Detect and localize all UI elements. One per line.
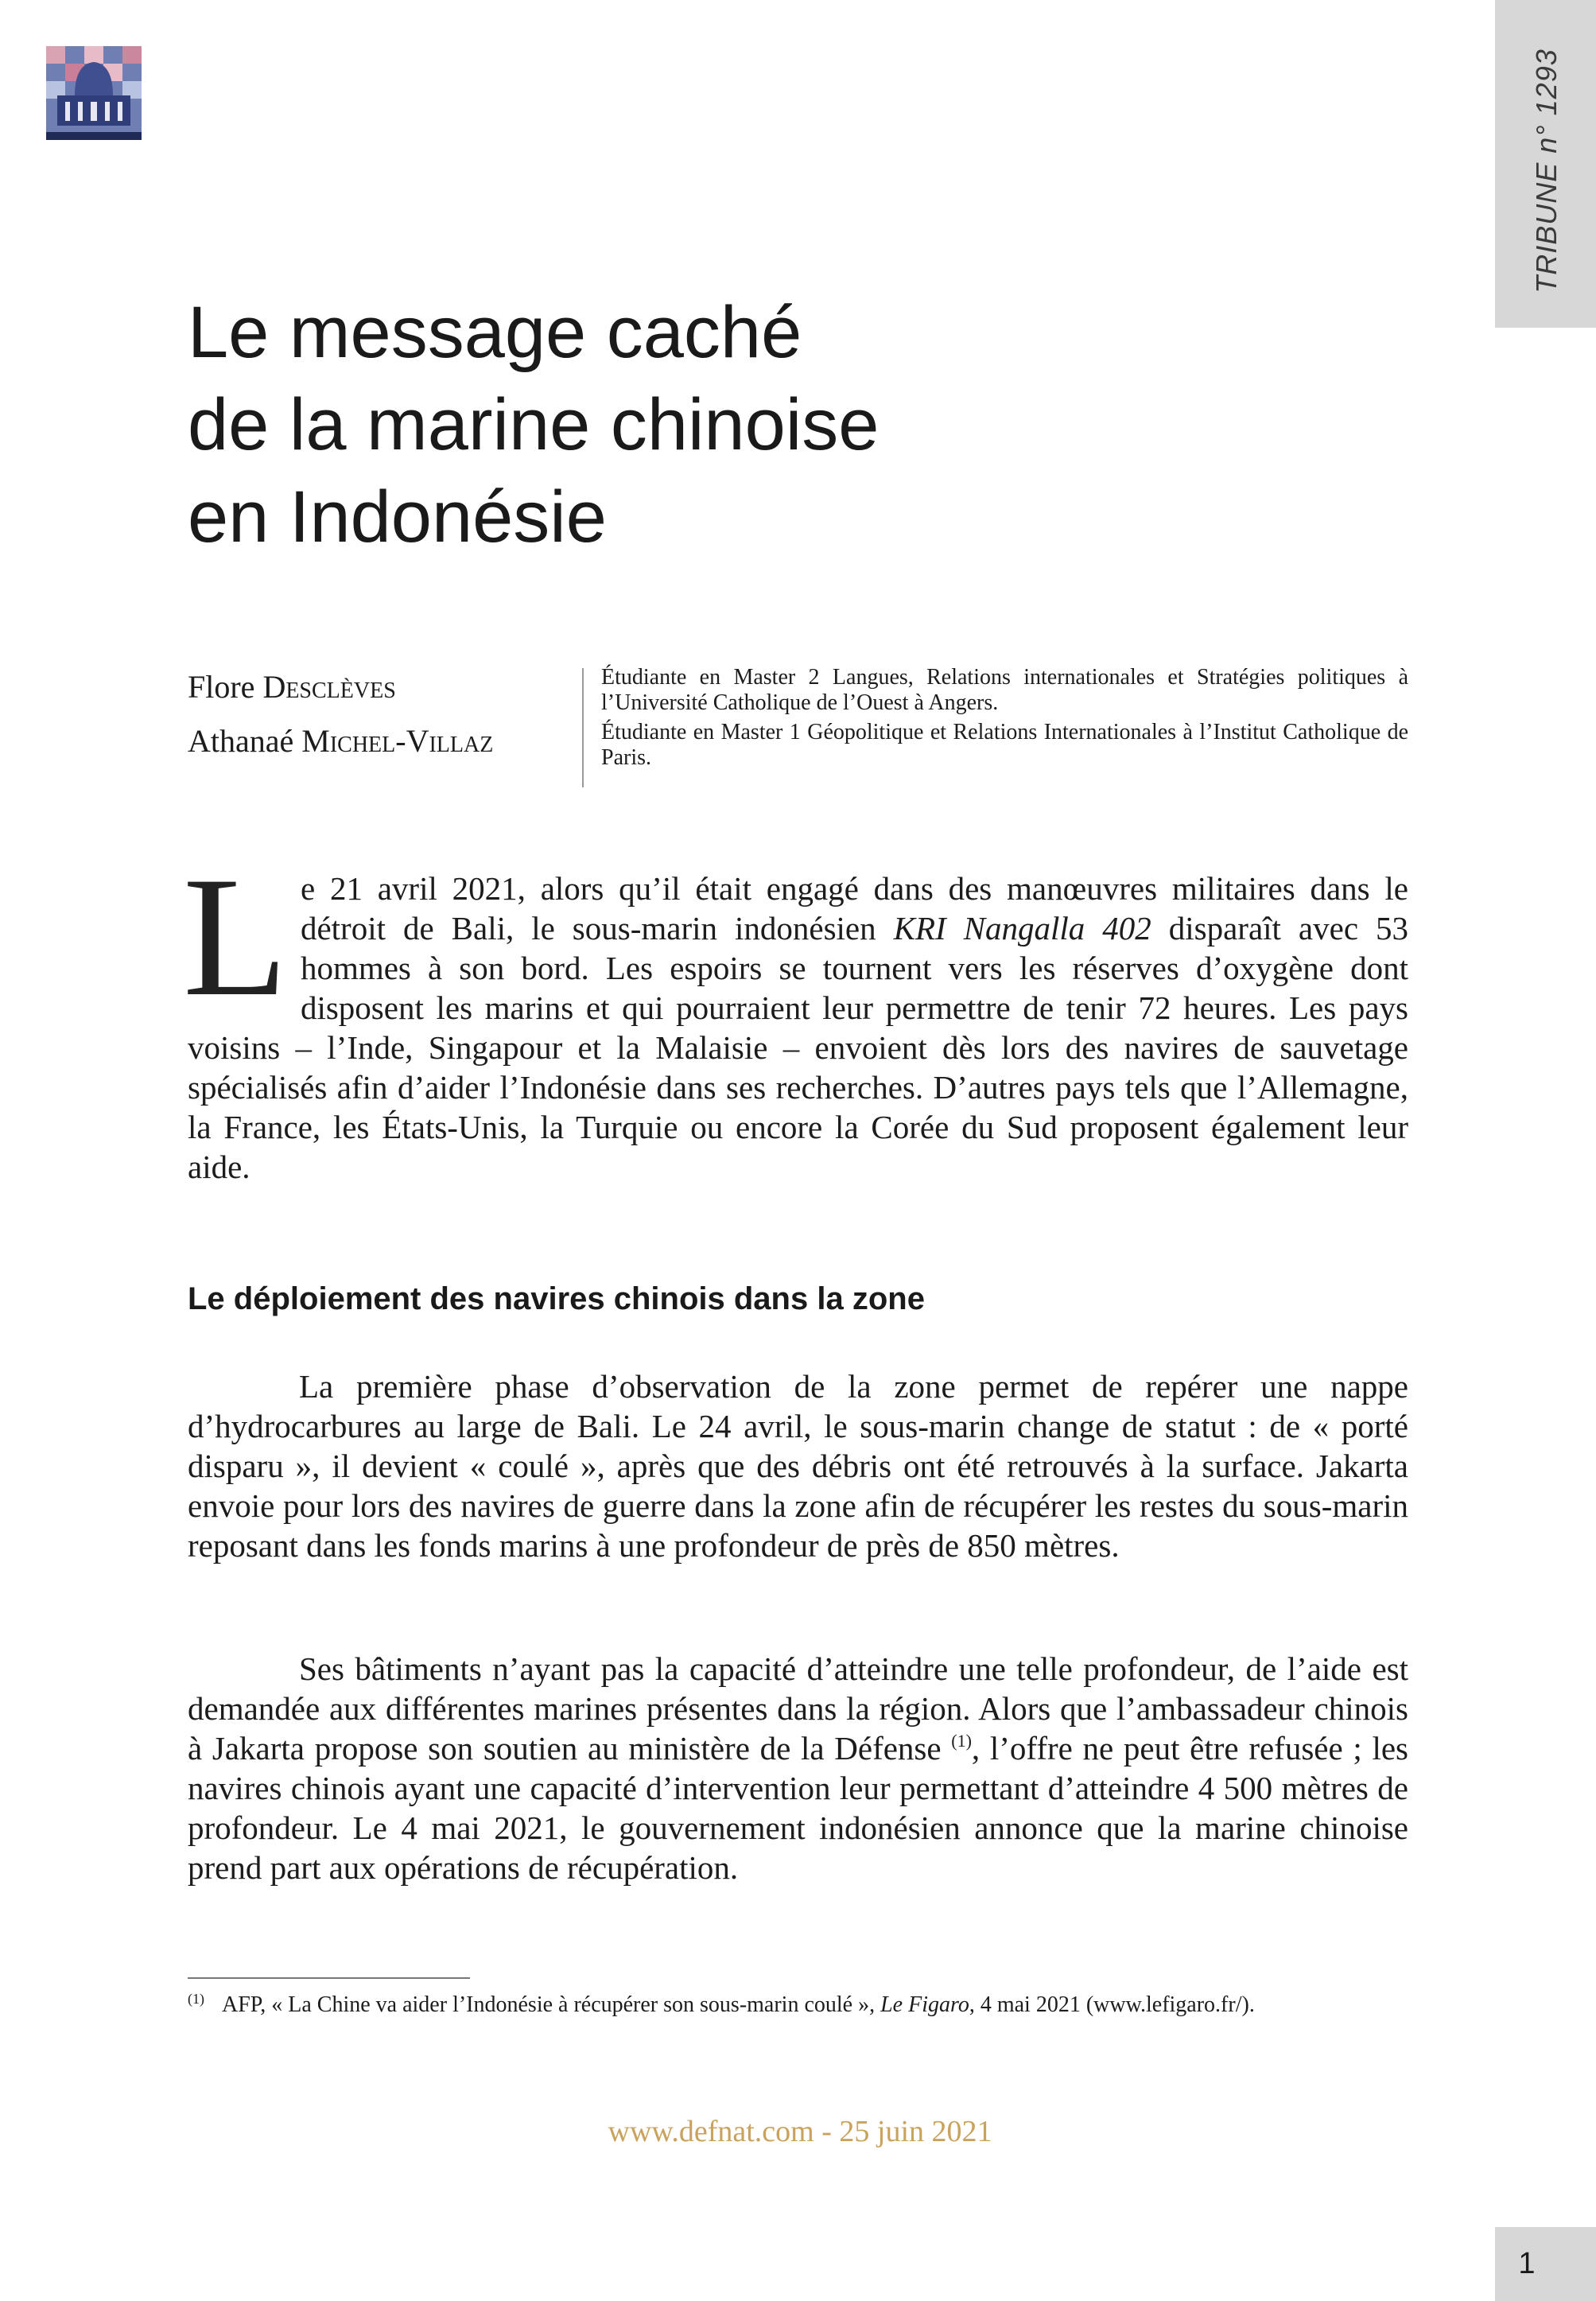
- title-line: Le message caché: [188, 292, 802, 373]
- author-names: [188, 660, 569, 768]
- author-divider: [582, 668, 584, 787]
- body-paragraph: [188, 1649, 1408, 1887]
- lead-text: disparaît avec 53 hommes à son bord. Les espoirs se tournent vers les réserves d’oxygène dont disposent les marins et qui pourraient leur permettre de tenir 72 heures. Les pays voisins – l’Inde, Singapour et la Malaisie – envoient dès lors des navires de sauvetage spécialisés afin d’aider l’Indonésie dans ses recherches. D’autres pays tels que l’Allemagne, la France, les États-Unis, la Turquie ou encore la Corée du Sud proposent également leur aide.: [188, 910, 1408, 1185]
- author-name: [188, 660, 569, 714]
- body-paragraph: La première phase d’observation de la zone permet de repérer une nappe d’hydrocarbures au large de Bali. Le 24 avril, le sous-marin change de statut : de « porté disparu », il devient « coulé », après que des débris ont été retrouvés à la surface. Jakarta envoie pour lors des navires de guerre dans la zone afin de récupérer les restes du sous-marin reposant dans les fonds marins à une profondeur de près de 850 mètres.: [188, 1368, 1408, 1564]
- publication-logo: [46, 46, 142, 140]
- footnote-divider: [188, 1977, 470, 1979]
- footnote: [188, 1991, 1420, 2019]
- author-description: Étudiante en Master 1 Géopolitique et Relations Internationales à l’Institut Catholique de Paris.: [601, 720, 1408, 770]
- title-line: de la marine chinoise: [188, 384, 880, 465]
- author-name: [188, 714, 569, 768]
- paragraph-text: Ses bâtiments n’ayant pas la capacité d’atteindre une telle profondeur, de l’aide est demandée aux différentes marines présentes dans la région. Alors que l’ambassadeur chinois à Jakarta propose son soutien au ministère de la Défense: [188, 1650, 1408, 1767]
- author-last-name: Michel-Villaz: [301, 723, 494, 759]
- footnote-text: AFP, « La Chine va aider l’Indonésie à récupérer son sous-marin coulé »,: [222, 1992, 881, 2017]
- footnote-reference[interactable]: (1): [951, 1731, 972, 1751]
- footnote-source: Le Figaro: [880, 1992, 969, 2017]
- footnote-text: , 4 mai 2021 (www.lefigaro.fr/).: [969, 1992, 1255, 2017]
- drop-cap: L: [183, 841, 288, 1032]
- tribune-label: TRIBUNE n° 1293: [1530, 49, 1563, 293]
- lead-paragraph: [183, 841, 1408, 1187]
- author-descriptions: [601, 665, 1408, 771]
- author-last-name: Desclèves: [262, 669, 396, 705]
- author-description: Étudiante en Master 2 Langues, Relations internationales et Stratégies politiques à l’Université Catholique de l’Ouest à Angers.: [601, 665, 1408, 715]
- section-heading: Le déploiement des navires chinois dans la zone: [188, 1281, 925, 1316]
- article-title: [188, 286, 1301, 563]
- logo-building-icon: [46, 46, 142, 140]
- footnote-marker: (1): [188, 1991, 204, 2007]
- author-first-name: Athanaé: [188, 723, 294, 759]
- title-line: en Indonésie: [188, 476, 607, 558]
- lead-text: e 21 avril 2021, alors qu’il était engagé dans des manœuvres militaires dans le détroit de Bali, le sous-marin indonésien: [300, 870, 1408, 946]
- author-first-name: Flore: [188, 669, 255, 705]
- page-number: 1: [1518, 2247, 1536, 2280]
- paragraph-text: , l’offre ne peut être refusée ; les navires chinois ayant une capacité d’intervention leur permettant d’atteindre 4 500 mètres de profondeur. Le 4 mai 2021, le gouvernement indonésien annonce que la marine chinoise prend part aux opérations de récupération.: [188, 1730, 1408, 1886]
- submarine-name: KRI Nangalla 402: [893, 910, 1151, 946]
- page-footer[interactable]: www.defnat.com - 25 juin 2021: [608, 2115, 992, 2148]
